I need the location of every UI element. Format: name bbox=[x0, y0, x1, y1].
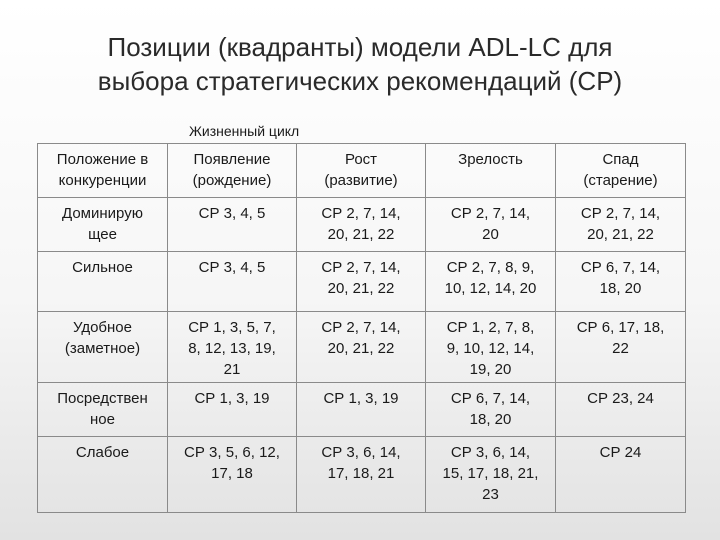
table-cell bbox=[297, 312, 426, 383]
table-cell bbox=[556, 383, 686, 437]
cell-text: Слабое bbox=[75, 444, 130, 461]
table-cell bbox=[168, 383, 297, 437]
cell-text: СР 24 bbox=[599, 444, 642, 461]
cell-text: СР 2, 7, 14, 20, 21, 22 bbox=[321, 319, 401, 357]
header-cell-position bbox=[38, 144, 168, 198]
header-cell-text: Зрелость bbox=[458, 151, 523, 168]
table-cell bbox=[38, 383, 168, 437]
table-cell bbox=[426, 312, 556, 383]
cell-text: СР 2, 7, 8, 9, 10, 12, 14, 20 bbox=[444, 259, 537, 297]
table-row bbox=[38, 252, 686, 312]
table-row bbox=[38, 312, 686, 383]
table-cell bbox=[168, 437, 297, 513]
table-cell bbox=[556, 312, 686, 383]
table-cell bbox=[426, 252, 556, 312]
table-cell bbox=[168, 312, 297, 383]
cell-text: СР 3, 6, 14, 17, 18, 21 bbox=[321, 444, 401, 482]
cell-text: СР 2, 7, 14, 20, 21, 22 bbox=[580, 205, 661, 243]
table-cell bbox=[297, 252, 426, 312]
table-header-row bbox=[38, 144, 686, 198]
table-cell bbox=[38, 312, 168, 383]
table-cell bbox=[556, 252, 686, 312]
table-row bbox=[38, 383, 686, 437]
slide-title-line-1: Позиции (квадранты) модели ADL-LC для bbox=[107, 32, 613, 62]
cell-text: СР 3, 4, 5 bbox=[198, 205, 266, 222]
cell-text: СР 1, 3, 19 bbox=[194, 390, 270, 407]
header-cell-text: Рост (развитие) bbox=[324, 151, 398, 189]
cell-text: СР 1, 3, 19 bbox=[323, 390, 399, 407]
cell-text: СР 3, 6, 14, 15, 17, 18, 21, 23 bbox=[442, 444, 539, 503]
table-cell bbox=[297, 383, 426, 437]
table-cell bbox=[426, 437, 556, 513]
cell-text: СР 1, 2, 7, 8, 9, 10, 12, 14, 19, 20 bbox=[446, 319, 535, 378]
cell-text: СР 6, 17, 18, 22 bbox=[576, 319, 665, 357]
header-cell-text: Спад (старение) bbox=[583, 151, 658, 189]
header-cell-decline bbox=[556, 144, 686, 198]
cell-text: СР 2, 7, 14, 20 bbox=[450, 205, 531, 243]
cell-text: Доминирую щее bbox=[62, 205, 143, 243]
table-cell bbox=[426, 383, 556, 437]
cell-text: СР 2, 7, 14, 20, 21, 22 bbox=[321, 259, 401, 297]
header-cell-maturity bbox=[426, 144, 556, 198]
table-cell bbox=[426, 198, 556, 252]
slide-title-line-2: выбора стратегических рекомендаций (СР) bbox=[97, 66, 623, 96]
cell-text: Сильное bbox=[72, 259, 133, 276]
strategy-matrix-table bbox=[37, 143, 686, 513]
table-cell bbox=[168, 252, 297, 312]
cell-text: Посредствен ное bbox=[57, 390, 148, 428]
cell-text: СР 1, 3, 5, 7, 8, 12, 13, 19, 21 bbox=[188, 319, 276, 378]
cell-text: СР 3, 5, 6, 12, 17, 18 bbox=[184, 444, 280, 482]
table-cell bbox=[38, 437, 168, 513]
table-cell bbox=[168, 198, 297, 252]
header-cell-text: Появление (рождение) bbox=[192, 151, 272, 189]
cell-text: СР 23, 24 bbox=[587, 390, 654, 407]
header-cell-text: Положение в конкуренции bbox=[56, 151, 149, 189]
table-cell bbox=[38, 198, 168, 252]
table-cell bbox=[297, 437, 426, 513]
cell-text: СР 6, 7, 14, 18, 20 bbox=[580, 259, 661, 297]
header-cell-growth bbox=[297, 144, 426, 198]
cell-text: СР 3, 4, 5 bbox=[198, 259, 266, 276]
header-cell-birth bbox=[168, 144, 297, 198]
cell-text: СР 2, 7, 14, 20, 21, 22 bbox=[321, 205, 401, 243]
table-cell bbox=[556, 437, 686, 513]
slide-title bbox=[40, 30, 680, 98]
cell-text: СР 6, 7, 14, 18, 20 bbox=[450, 390, 531, 428]
table-cell bbox=[38, 252, 168, 312]
table-row bbox=[38, 198, 686, 252]
table-cell bbox=[297, 198, 426, 252]
table-cell bbox=[556, 198, 686, 252]
table-row bbox=[38, 437, 686, 513]
cell-text: Удобное (заметное) bbox=[64, 319, 141, 357]
lifecycle-label: Жизненный цикл bbox=[189, 123, 300, 139]
